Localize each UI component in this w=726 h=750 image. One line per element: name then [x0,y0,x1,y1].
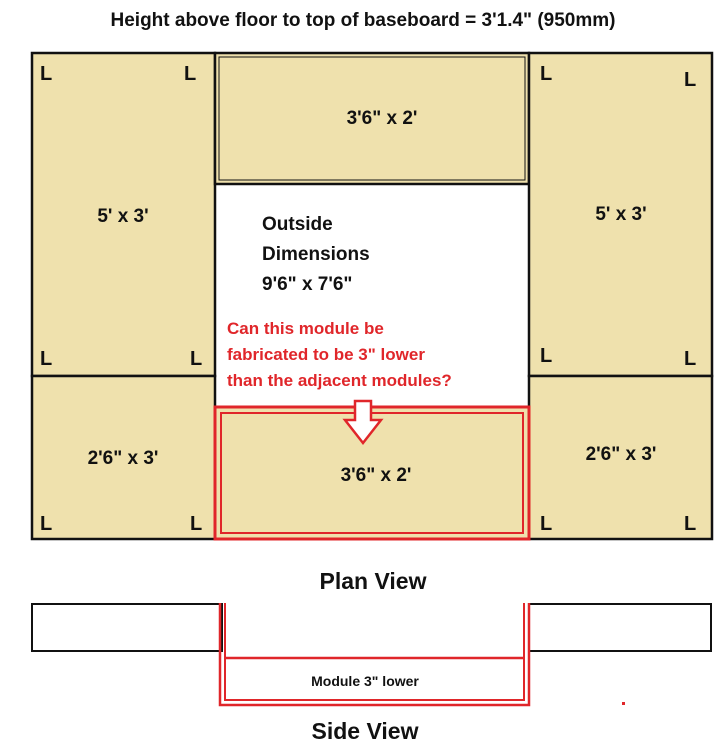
plan-view-label: Plan View [319,568,427,594]
corner-marker: L [540,63,553,85]
corner-marker: L [540,513,553,535]
module-left-upper [32,53,215,376]
side-view-label: Side View [311,718,419,744]
side-module-left [32,604,222,651]
side-module-lowered-label: Module 3" lower [311,673,419,689]
module-top-center-label: 3'6" x 2' [346,108,418,129]
side-view [32,603,711,744]
outside-dimensions-line1: Outside [262,214,333,235]
question-note [227,319,452,390]
question-line1: Can this module be [227,319,384,338]
diagram-title: Height above floor to top of baseboard = 3'1.4" (950mm) [110,10,616,31]
corner-marker: L [40,63,53,85]
module-left-upper-label: 5' x 3' [97,206,149,227]
module-left-lower-label: 2'6" x 3' [87,448,159,469]
corner-marker: L [40,513,53,535]
module-right-upper [529,53,712,376]
corner-marker: L [184,63,197,85]
corner-marker: L [40,348,53,370]
question-line3: than the adjacent modules? [227,371,452,390]
side-module-lowered [220,603,529,705]
side-module-right [529,604,711,651]
outside-dimensions-note [262,214,370,295]
module-right-lower-label: 2'6" x 3' [585,444,657,465]
module-top-center [215,53,529,184]
module-right-upper-label: 5' x 3' [595,204,647,225]
module-right-lower [529,376,712,539]
module-left-lower [32,376,215,539]
corner-marker: L [190,348,203,370]
outside-dimensions-line2: Dimensions [262,244,370,265]
corner-marker: L [190,513,203,535]
corner-marker: L [540,345,553,367]
stray-mark [622,702,625,705]
plan-view [32,53,712,594]
outside-dimensions-line3: 9'6" x 7'6" [262,274,353,295]
module-bottom-center-label: 3'6" x 2' [340,465,412,486]
corner-marker: L [684,513,697,535]
corner-marker: L [684,69,697,91]
corner-marker: L [684,348,697,370]
question-line2: fabricated to be 3" lower [227,345,425,364]
